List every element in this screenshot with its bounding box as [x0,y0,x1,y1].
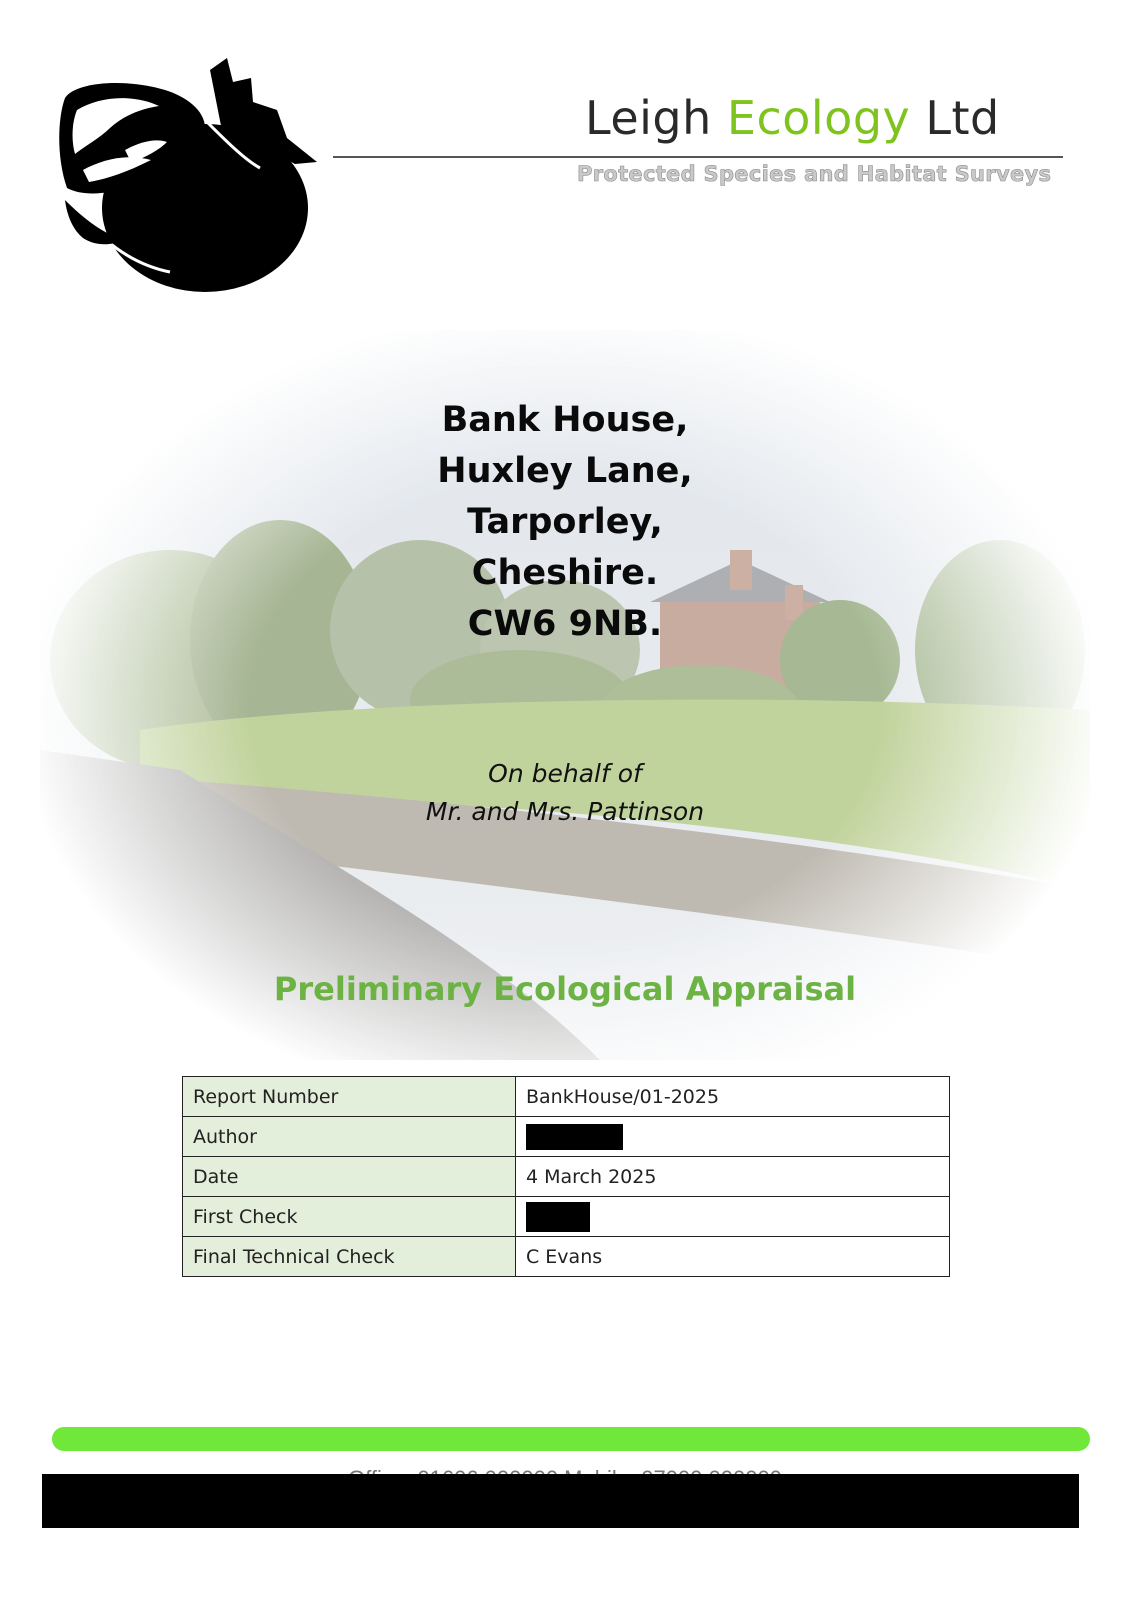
redaction-block [526,1124,623,1150]
company-name-ecology: Ecology [726,91,911,145]
site-address [0,395,1130,650]
company-name [585,91,1000,145]
badger-bat-logo [55,50,330,300]
report-details-table [182,1076,950,1277]
client-block [0,755,1130,831]
row-value: 4 March 2025 [516,1157,950,1197]
table-row [183,1157,950,1197]
row-value-redacted [516,1197,950,1237]
row-label: Report Number [183,1077,516,1117]
table-row [183,1237,950,1277]
table-row [183,1117,950,1157]
footer-green-bar [52,1427,1090,1451]
row-label: First Check [183,1197,516,1237]
table-row [183,1077,950,1117]
address-line: Cheshire. [471,553,659,593]
address-line: Huxley Lane, [437,451,693,491]
on-behalf-label: On behalf of [488,759,642,788]
redaction-block [526,1202,590,1232]
header-rule [333,156,1063,158]
row-value: BankHouse/01-2025 [516,1077,950,1117]
row-label: Author [183,1117,516,1157]
row-label: Final Technical Check [183,1237,516,1277]
address-line: CW6 9NB. [467,604,663,644]
document-title: Preliminary Ecological Appraisal [273,970,857,1008]
address-line: Tarporley, [467,502,663,542]
table-row [183,1197,950,1237]
company-tagline: Protected Species and Habitat Surveys [577,162,1052,186]
row-label: Date [183,1157,516,1197]
row-value-redacted [516,1117,950,1157]
client-name: Mr. and Mrs. Pattinson [425,797,705,826]
row-value: C Evans [516,1237,950,1277]
company-name-ltd: Ltd [925,91,1000,145]
company-name-leigh: Leigh [585,91,712,145]
footer-redaction-bar [42,1474,1079,1528]
address-line: Bank House, [441,400,689,440]
